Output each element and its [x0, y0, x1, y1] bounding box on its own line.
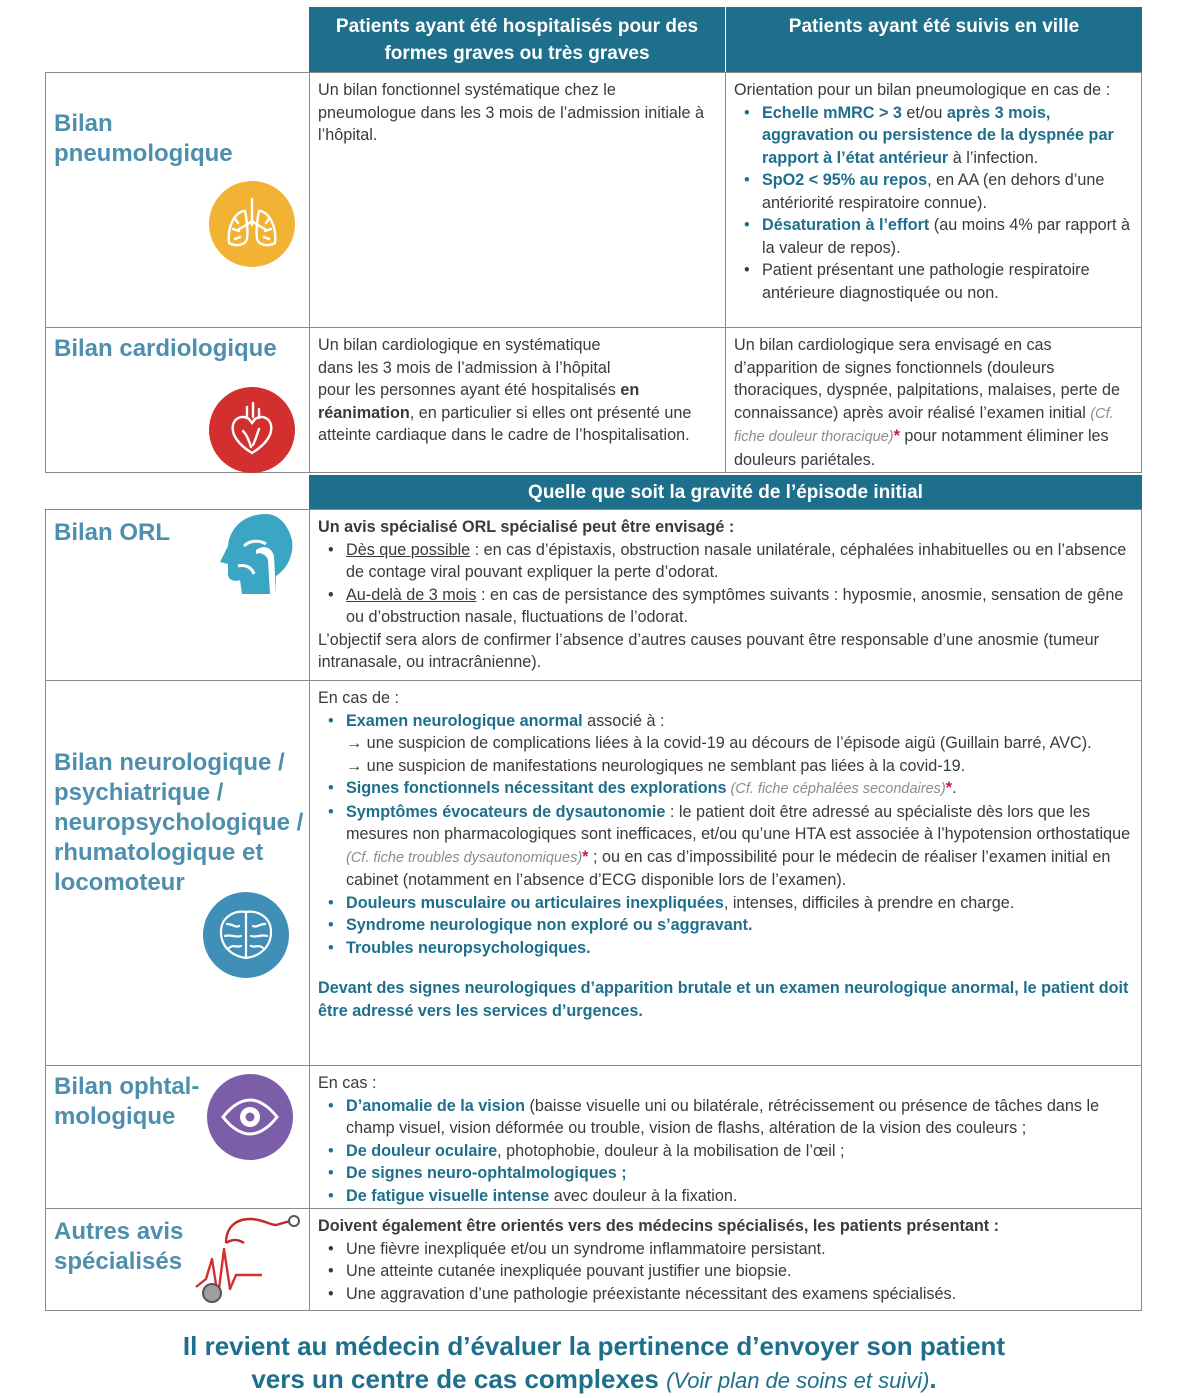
orl-outro: L’objectif sera alors de confirmer l’absence d’autres causes pouvant être responsable d’une anosmie (tumeur intranasale, ou intracrânienne).: [318, 630, 1100, 671]
orl-intro: Un avis spécialisé ORL spécialisé peut être envisagé :: [318, 518, 735, 536]
list-item: • Au-delà de 3 mois : en cas de persistance des symptômes suivants : hyposmie, anosmie, sensation de gêne ou d’obstruction nasale, fluctuations de l’odorat.: [346, 584, 1133, 629]
neuro-label-cell: [45, 680, 310, 1066]
list-item: • De fatigue visuelle intense avec douleur à la fixation.: [346, 1185, 1133, 1208]
list-item: • Echelle mMRC > 3 et/ou après 3 mois, aggravation ou persistence de la dyspnée par rapport à l’état antérieur à l’infection.: [762, 102, 1133, 170]
autres-title: Autres avis spécialisés: [54, 1218, 184, 1275]
list-item: • Signes fonctionnels nécessitant des explorations (Cf. fiche céphalées secondaires)*.: [346, 777, 1133, 801]
orl-label-cell: [45, 509, 310, 681]
pneumo-label-cell: [45, 72, 310, 328]
ophtalmo-label-cell: [45, 1065, 310, 1209]
cardio-label-cell: [45, 327, 310, 473]
list-item: • Une aggravation d’une pathologie préexistante nécessitant des examens spécialisés.: [346, 1283, 1133, 1306]
list-item: • Symptômes évocateurs de dysautonomie : le patient doit être adressé au spécialiste dès lors que les mesures non pharmacologiques sont inefficaces, et/ou qu’une HTA est associée à l’hypotension orthostatique (Cf. fiche troubles dysautonomiques)* ; ou en cas d’impossibilité pour le médecin de réaliser l’examen initial en cabinet (notamment en l’absence d’ECG disponible lors de l’examen).: [346, 801, 1133, 892]
pneumo-hosp-text: Un bilan fonctionnel systématique chez le pneumologue dans les 3 mois de l’admission initiale à l’hôpital.: [318, 81, 705, 144]
cardio-hosp-text: Un bilan cardiologique en systématique dans les 3 mois de l’admission à l’hôpital pour les personnes ayant été hospitalisés en réanimation, en particulier si elles ont présenté une atteinte cardiaque dans le cadre de l’hospitalisation.: [318, 336, 692, 444]
stethoscope-ecg-icon: [166, 1209, 306, 1309]
autres-intro: Doivent également être orientés vers des médecins spécialisés, les patients présentant :: [318, 1217, 1000, 1235]
pneumo-ville-list-plain: [734, 259, 1133, 304]
cardio-hosp-cell: [309, 327, 726, 473]
autres-list: [318, 1238, 1133, 1306]
neuro-title: Bilan neurologique / psychiatrique / neuropsychologique / rhumatologique et locomoteur: [54, 749, 304, 896]
neuro-intro: En cas de :: [318, 689, 399, 707]
footer-note: [0, 1330, 1188, 1397]
list-item: • SpO2 < 95% au repos, en AA (en dehors d’une antériorité respiratoire connue).: [762, 169, 1133, 214]
lungs-icon: [209, 181, 295, 267]
list-item: • Syndrome neurologique non exploré ou s’aggravant.: [346, 914, 1133, 937]
neuro-arrow-2: → une suspicion de manifestations neurologiques ne semblant pas liées à la covid-19.: [346, 756, 966, 775]
orl-content-cell: [309, 509, 1142, 681]
list-item: • De douleur oculaire, photophobie, douleur à la mobilisation de l’œil ;: [346, 1140, 1133, 1163]
list-item: • Troubles neuropsychologiques.: [346, 937, 1133, 960]
neuro-list-1: [318, 710, 1133, 733]
neuro-content-cell: [309, 680, 1142, 1066]
list-item: • Examen neurologique anormal associé à :: [346, 710, 1133, 733]
head-profile-icon: [216, 510, 298, 605]
list-item: • Dès que possible : en cas d’épistaxis, obstruction nasale unilatérale, céphalées inhabituelles ou en l’absence de contage viral pouvant expliquer la perte d’odorat.: [346, 539, 1133, 584]
neuro-warning: Devant des signes neurologiques d’apparition brutale et un examen neurologique anormal, le patient doit être adressé vers les services d’urgences.: [318, 979, 1129, 1020]
footer-line-1: Il revient au médecin d’évaluer la pertinence d’envoyer son patient: [182, 1331, 1006, 1361]
pneumo-ville-list: [734, 102, 1133, 260]
pneumo-hosp-cell: [309, 72, 726, 328]
eye-icon: [207, 1074, 293, 1160]
footer-line-2: vers un centre de cas complexes (Voir plan de soins et suivi).: [251, 1364, 937, 1394]
orl-list: [318, 539, 1133, 629]
list-item: • De signes neuro-ophtalmologiques ;: [346, 1162, 1133, 1185]
heart-icon: [209, 387, 295, 473]
pneumo-title: Bilan pneumologique: [54, 110, 233, 167]
autres-content-cell: [309, 1208, 1142, 1311]
pneumo-ville-intro: Orientation pour un bilan pneumologique en cas de :: [734, 81, 1111, 99]
header-all-severity: Quelle que soit la gravité de l’épisode initial: [309, 475, 1142, 509]
list-item: • Douleurs musculaire ou articulaires inexpliquées, intenses, difficiles à prendre en charge.: [346, 892, 1133, 915]
ophtalmo-content-cell: [309, 1065, 1142, 1209]
cardio-ville-text: Un bilan cardiologique sera envisagé en cas d’apparition de signes fonctionnels (douleurs thoraciques, dyspnée, palpitations, malaises, perte de connaissance) après avoir réalisé l’examen initial (Cf. fiche douleur thoracique)* pour notamment éliminer les douleurs pariétales.: [734, 336, 1121, 469]
list-item: • D’anomalie de la vision (baisse visuelle uni ou bilatérale, rétrécissement ou présence de tâches dans le champ visuel, vision déformée ou trouble, vision de flashs, altération de la vision des couleurs ;: [346, 1095, 1133, 1140]
list-item: • Une atteinte cutanée inexpliquée pouvant justifier une biopsie.: [346, 1260, 1133, 1283]
autres-label-cell: [45, 1208, 310, 1311]
orl-title: Bilan ORL: [54, 519, 171, 546]
header-hospitalized: Patients ayant été hospitalisés pour des formes graves ou très graves: [309, 7, 725, 72]
ophtalmo-list: [318, 1095, 1133, 1208]
pneumo-ville-cell: [725, 72, 1142, 328]
cardio-title: Bilan cardiologique: [54, 335, 277, 362]
neuro-list-2: [318, 777, 1133, 959]
cardio-ville-cell: [725, 327, 1142, 473]
list-item: • Une fièvre inexpliquée et/ou un syndrome inflammatoire persistant.: [346, 1238, 1133, 1261]
ophtalmo-title: Bilan ophtal- mologique: [54, 1073, 200, 1130]
list-item: • Désaturation à l’effort (au moins 4% par rapport à la valeur de repos).: [762, 214, 1133, 259]
neuro-arrow-1: → une suspicion de complications liées à la covid-19 au décours de l’épisode aigü (Guillain barré, AVC).: [346, 734, 1092, 752]
ophtalmo-intro: En cas :: [318, 1074, 377, 1092]
list-item: • Patient présentant une pathologie respiratoire antérieure diagnostiquée ou non.: [762, 259, 1133, 304]
header-ville: Patients ayant été suivis en ville: [726, 7, 1142, 72]
brain-icon: [203, 892, 289, 978]
